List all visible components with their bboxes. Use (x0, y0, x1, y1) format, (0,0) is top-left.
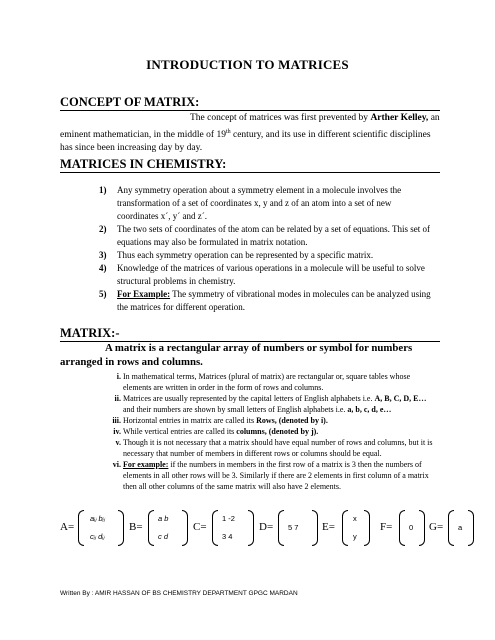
right-bracket (118, 510, 124, 546)
chemistry-list (99, 184, 435, 314)
example-label: For example: (123, 460, 169, 469)
matrix-f-label: F= (380, 521, 393, 533)
list-bold: Rows, (denoted by i). (256, 416, 328, 425)
list-text: Any symmetry operation about a symmetry element in a molecule involves the transformation of a set of coordinates x, y and z of an atom into a set of new coordinates x´, y´ and z´. (117, 185, 402, 221)
list-text: Knowledge of the matrices of various operations in a molecule will be useful to solve structural problems in chemistry. (117, 263, 425, 286)
list-number: iv. (113, 427, 121, 436)
matrix-heading: MATRIX:- (60, 326, 120, 340)
concept-author: Arther Kelley, (370, 113, 429, 123)
concept-text-mid: an eminent mathematician, in the middle of 19 (60, 113, 440, 140)
list-text: While vertical entries are called its (123, 427, 237, 436)
matrix-f-row1: 0 (409, 523, 414, 532)
list-text: if the numbers in members in the first row of a matrix is 3 then the numbers of elements in all other rows will be 3. Similarly if there are 2 elements in first column of a matrix then all other columns of the same matrix will also have 2 elements. (123, 460, 429, 491)
list-item (99, 262, 435, 288)
list-text: In mathematical terms, Matrices (plural of matrix) are rectangular or, square tables whose elements are written in order in the form of rows and columns. (123, 372, 411, 392)
right-bracket (182, 510, 188, 546)
list-bold: A, B, C, D, E… (374, 394, 427, 403)
concept-text-after: century, and its use in different scientific disciplines has since been increasing day by day. (60, 129, 431, 154)
matrix-a (78, 508, 124, 548)
list-number: 2) (99, 224, 107, 234)
matrix-b-label: B= (129, 521, 143, 533)
list-text: Horizontal entries in matrix are called its (123, 416, 257, 425)
matrix-b (148, 508, 188, 548)
concept-rule (60, 110, 440, 111)
matrix-g-row1: a (458, 523, 463, 532)
chemistry-heading: MATRICES IN CHEMISTRY: (60, 157, 227, 171)
right-bracket (248, 510, 254, 546)
list-item (99, 288, 435, 314)
matrix-c-row1: 1 -2 (222, 514, 235, 523)
matrix-d (278, 508, 318, 548)
list-item (113, 426, 438, 437)
matrix-c-row2: 3 4 (222, 532, 233, 541)
list-item (99, 184, 435, 223)
matrix-g-label: G= (429, 521, 444, 533)
list-number: 5) (99, 289, 107, 299)
list-text: The symmetry of vibrational modes in molecules can be analyzed using the matrices for different operation. (117, 289, 431, 312)
matrix-b-row2: c d (158, 532, 169, 541)
right-bracket (468, 510, 474, 546)
matrix-examples (60, 508, 480, 548)
list-item (112, 415, 438, 426)
matrix-e-label: E= (322, 521, 335, 533)
list-item (99, 223, 435, 249)
example-label: For Example: (117, 289, 171, 299)
list-item (114, 393, 438, 415)
list-number: v. (115, 438, 121, 447)
left-bracket (278, 510, 284, 546)
matrix-e (342, 508, 370, 548)
list-text: Though it is not necessary that a matrix should have equal number of rows and columns, but it is necessary that number of members in different rows or columns should be equal. (123, 438, 433, 458)
left-bracket (399, 510, 405, 546)
list-number: 1) (99, 185, 107, 195)
list-text: and their numbers are shown by small letters of English alphabets i.e. (123, 405, 348, 414)
concept-sup: th (225, 128, 231, 135)
list-text: The two sets of coordinates of the atom can be related by a set of equations. This set of equations may also be formulated in matrix notation. (117, 224, 430, 247)
matrix-a-row1: aᵢⱼ bᵢⱼ (90, 514, 105, 523)
matrix-definition: A matrix is a rectangular array of numbers or symbol for numbers arranged in rows and columns. (60, 342, 413, 368)
concept-text-before: The concept of matrices was first prevented by (190, 113, 371, 123)
list-number: i. (116, 372, 121, 381)
right-bracket (312, 510, 318, 546)
left-bracket (78, 510, 84, 546)
list-number: ii. (114, 394, 121, 403)
matrix-c (212, 508, 254, 548)
list-number: iii. (112, 416, 121, 425)
list-text: Thus each symmetry operation can be represented by a specific matrix. (117, 250, 374, 260)
matrix-points (112, 371, 438, 492)
list-number: 4) (99, 263, 107, 273)
matrix-d-label: D= (259, 521, 274, 533)
list-text: Matrices are usually represented by the capital letters of English alphabets i.e. (123, 394, 375, 403)
page-title: INTRODUCTION TO MATRICES (146, 57, 349, 72)
matrix-c-label: C= (193, 521, 207, 533)
matrix-a-row2: cᵢⱼ dᵢⱼ (90, 532, 105, 541)
left-bracket (448, 510, 454, 546)
list-item (99, 249, 435, 262)
list-bold: columns, (denoted by j). (236, 427, 319, 436)
left-bracket (342, 510, 348, 546)
matrix-f (399, 508, 425, 548)
matrix-a-label: A= (60, 521, 75, 533)
list-item (115, 437, 438, 459)
matrix-g (448, 508, 474, 548)
page-footer: Written By : AMIR HASSAN OF BS CHEMISTRY DEPARTMENT GPGC MARDAN (60, 590, 298, 597)
list-item (112, 459, 438, 492)
list-bold: a, b, c, d, e… (347, 405, 392, 414)
chemistry-rule (60, 172, 440, 173)
list-number: vi. (112, 460, 121, 469)
right-bracket (364, 510, 370, 546)
list-number: 3) (99, 250, 107, 260)
matrix-e-row2: y (353, 532, 357, 541)
matrix-e-row1: x (353, 514, 357, 523)
left-bracket (148, 510, 154, 546)
matrix-b-row1: a b (158, 514, 169, 523)
concept-paragraph (60, 112, 440, 156)
concept-heading: CONCEPT OF MATRIX: (60, 95, 200, 109)
left-bracket (212, 510, 218, 546)
matrix-d-row1: 5 7 (288, 523, 299, 532)
list-item (116, 371, 438, 393)
right-bracket (419, 510, 425, 546)
